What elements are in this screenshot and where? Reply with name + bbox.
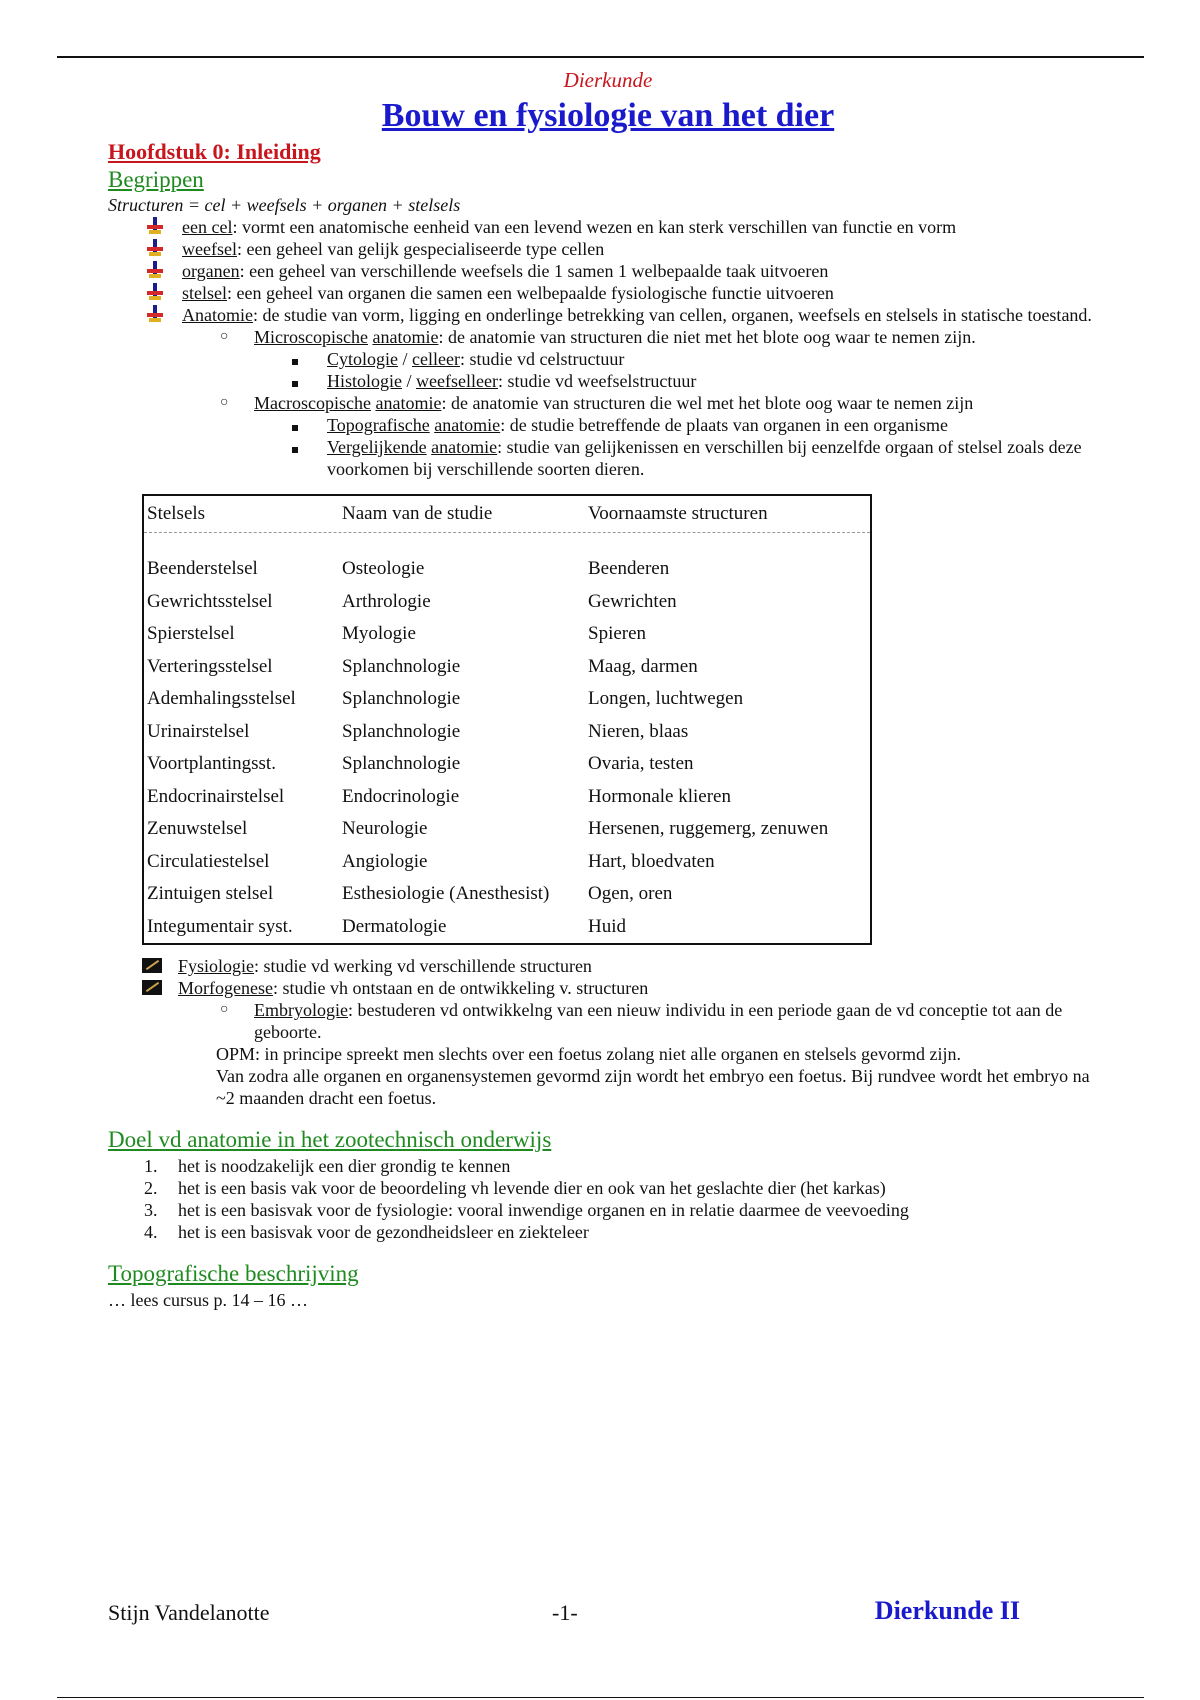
table-cell: Dermatologie bbox=[342, 915, 447, 937]
table-cell: Splanchnologie bbox=[342, 720, 461, 742]
table-cell: Endocrinairstelsel bbox=[147, 785, 285, 807]
document-page bbox=[108, 68, 1108, 1311]
pencil-bullet-icon bbox=[142, 980, 162, 995]
table-cell: Beenderstelsel bbox=[147, 558, 258, 580]
circle-bullet-icon: ○ bbox=[220, 395, 229, 410]
table-cell: Myologie bbox=[342, 623, 416, 645]
square-bullet-icon bbox=[290, 414, 327, 436]
table-row bbox=[144, 651, 870, 684]
table-cell: Maag, darmen bbox=[588, 655, 698, 677]
table-row bbox=[144, 586, 870, 619]
course-reference: … lees cursus p. 14 – 16 … bbox=[108, 1290, 308, 1310]
table-cell: Endocrinologie bbox=[342, 785, 460, 807]
table-cell: Ovaria, testen bbox=[588, 753, 694, 775]
table-cell: Verteringsstelsel bbox=[147, 655, 273, 677]
table-row bbox=[144, 911, 870, 944]
table-cell: Osteologie bbox=[342, 558, 425, 580]
section-heading-doel: Doel vd anatomie in het zootechnisch onderwijs bbox=[108, 1127, 552, 1152]
table-cell: Spierstelsel bbox=[147, 623, 235, 645]
table-cell: Ogen, oren bbox=[588, 883, 673, 905]
pencil-bullet-icon bbox=[142, 958, 162, 973]
chapter-heading: Hoofdstuk 0: Inleiding bbox=[108, 139, 321, 164]
pushpin-icon bbox=[146, 260, 164, 280]
list-item: een cel: vormt een anatomische eenheid van een levend wezen en kan sterk verschillen van functie en vorm bbox=[146, 216, 1108, 238]
sub-list-item-micro: ○ Microscopische anatomie: de anatomie van structuren die niet met het blote oog waar te nemen zijn. bbox=[220, 327, 976, 347]
numbered-item: 3. het is een basisvak voor de fysiologie: vooral inwendige organen en in relatie daarmee de veevoeding bbox=[144, 1200, 909, 1220]
numbered-item: 1. het is noodzakelijk een dier grondig te kennen bbox=[144, 1156, 511, 1176]
square-bullet-icon bbox=[290, 436, 327, 480]
section-heading-begrippen: Begrippen bbox=[108, 167, 204, 192]
list-item: stelsel: een geheel van organen die samen een welbepaalde fysiologische functie uitvoeren bbox=[146, 282, 1108, 304]
remark-line: Van zodra alle organen en organensystemen gevormd zijn wordt het embryo een foetus. Bij rundvee wordt het embryo na ~2 maanden dracht een foetus. bbox=[216, 1066, 1090, 1108]
table-row bbox=[144, 781, 870, 814]
remark-line: OPM: in principe spreekt men slechts over een foetus zolang niet alle organen en stelsels gevormd zijn. bbox=[216, 1044, 961, 1064]
bottom-rule bbox=[57, 1697, 1144, 1698]
footer-author: Stijn Vandelanotte bbox=[108, 1600, 270, 1625]
square-bullet-icon bbox=[290, 348, 327, 370]
table-cell: Zintuigen stelsel bbox=[147, 883, 274, 905]
table-cell: Hormonale klieren bbox=[588, 785, 731, 807]
subject-label: Dierkunde bbox=[563, 68, 653, 92]
page-title: Bouw en fysiologie van het dier bbox=[381, 97, 835, 134]
square-bullet-icon bbox=[290, 370, 327, 392]
top-rule bbox=[57, 56, 1144, 58]
pushpin-icon bbox=[146, 304, 164, 324]
list-item: organen: een geheel van verschillende weefsels die 1 samen 1 welbepaalde taak uitvoeren bbox=[146, 260, 1108, 282]
list-item: weefsel: een geheel van gelijk gespecialiseerde type cellen bbox=[146, 238, 1108, 260]
sub-sub-list-item: Vergelijkende anatomie: studie van gelijkenissen en verschillen bij eenzelfde orgaan of stelsel zoals deze voorkomen bij verschillende soorten dieren. bbox=[290, 436, 1108, 480]
table-cell: Gewrichten bbox=[588, 590, 677, 612]
table-cell: Beenderen bbox=[588, 558, 670, 580]
table-cell: Circulatiestelsel bbox=[147, 850, 270, 872]
section-heading-topo: Topografische beschrijving bbox=[108, 1261, 359, 1286]
structure-formula: Structuren = cel + weefsels + organen + stelsels bbox=[108, 195, 461, 215]
table-row bbox=[144, 553, 870, 586]
list-item: Anatomie: de studie van vorm, ligging en onderlinge betrekking van cellen, organen, weefsels en stelsels in statische toestand. bbox=[146, 304, 1108, 326]
table-row bbox=[144, 683, 870, 716]
numbered-item: 2. het is een basis vak voor de beoordeling vh levende dier en ook van het geslachte dier (het karkas) bbox=[144, 1178, 886, 1198]
table-cell: Voortplantingsst. bbox=[147, 753, 276, 775]
list-item-morfogenese: Morfogenese: studie vh ontstaan en de ontwikkeling v. structuren bbox=[142, 977, 1108, 999]
table-cell: Ademhalingsstelsel bbox=[147, 688, 296, 710]
list-item-fysiologie: Fysiologie: studie vd werking vd verschillende structuren bbox=[142, 955, 1108, 977]
table-cell: Huid bbox=[588, 915, 626, 937]
table-row bbox=[144, 748, 870, 781]
sub-sub-list-item: Cytologie / celleer: studie vd celstructuur bbox=[290, 348, 1108, 370]
circle-bullet-icon: ○ bbox=[220, 1002, 229, 1017]
column-header: Stelsels bbox=[147, 503, 206, 524]
table-cell: Esthesiologie (Anesthesist) bbox=[342, 883, 550, 905]
table-cell: Splanchnologie bbox=[342, 753, 461, 775]
table-row bbox=[144, 813, 870, 846]
table-row bbox=[144, 878, 870, 911]
table-row bbox=[144, 716, 870, 749]
footer-page-number: -1- bbox=[552, 1600, 578, 1625]
table-cell: Urinairstelsel bbox=[147, 720, 250, 742]
pushpin-icon bbox=[146, 282, 164, 302]
table-cell: Nieren, blaas bbox=[588, 720, 689, 742]
table-header bbox=[144, 496, 870, 533]
sub-list-item-macro: ○ Macroscopische anatomie: de anatomie van structuren die wel met het blote oog waar te nemen zijn bbox=[220, 393, 974, 413]
page-footer bbox=[108, 1596, 1020, 1630]
pushpin-icon bbox=[146, 216, 164, 236]
pushpin-icon bbox=[146, 238, 164, 258]
column-header: Naam van de studie bbox=[342, 503, 493, 524]
circle-bullet-icon: ○ bbox=[220, 329, 229, 344]
sub-list-item-embryologie: ○ Embryologie: bestuderen vd ontwikkelng van een nieuw individu in een periode gaan de vd conceptie tot aan de geboorte. bbox=[220, 1000, 1063, 1042]
table-cell: Arthrologie bbox=[342, 590, 431, 612]
table-row bbox=[144, 618, 870, 651]
sub-sub-list-item: Histologie / weefselleer: studie vd weefselstructuur bbox=[290, 370, 1108, 392]
footer-course: Dierkunde II bbox=[874, 1596, 1020, 1625]
table-cell: Splanchnologie bbox=[342, 655, 461, 677]
table-cell: Splanchnologie bbox=[342, 688, 461, 710]
table-cell: Hersenen, ruggemerg, zenuwen bbox=[588, 818, 829, 840]
stelsels-table bbox=[142, 494, 872, 945]
table-cell: Gewrichtsstelsel bbox=[147, 590, 273, 612]
table-row bbox=[144, 846, 870, 879]
table-cell: Hart, bloedvaten bbox=[588, 850, 715, 872]
column-header: Voornaamste structuren bbox=[588, 503, 768, 524]
table-cell: Zenuwstelsel bbox=[147, 818, 248, 840]
table-cell: Longen, luchtwegen bbox=[588, 688, 744, 710]
numbered-item: 4. het is een basisvak voor de gezondheidsleer en ziekteleer bbox=[144, 1222, 589, 1242]
table-cell: Spieren bbox=[588, 623, 647, 645]
table-cell: Neurologie bbox=[342, 818, 428, 840]
table-cell: Angiologie bbox=[342, 850, 428, 872]
sub-sub-list-item: Topografische anatomie: de studie betreffende de plaats van organen in een organisme bbox=[290, 414, 1108, 436]
table-cell: Integumentair syst. bbox=[147, 915, 293, 937]
